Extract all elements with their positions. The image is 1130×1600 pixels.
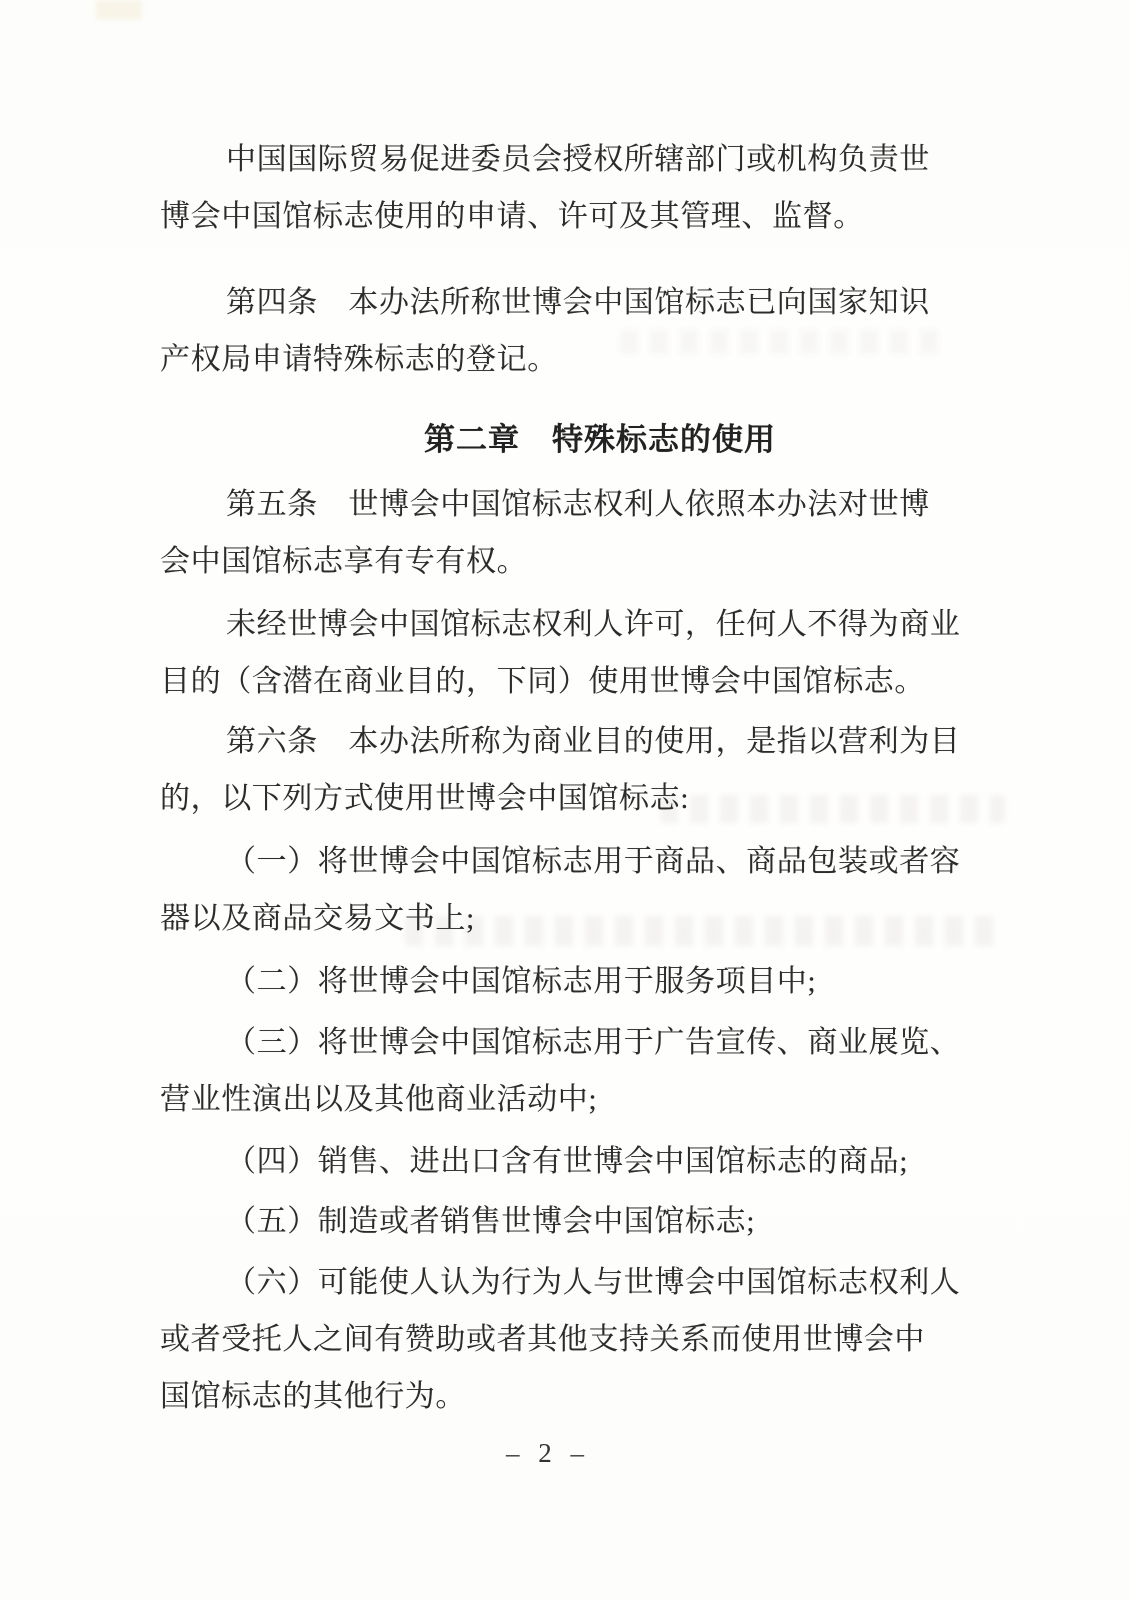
text-line: （五）制造或者销售世博会中国馆标志;	[226, 1205, 756, 1238]
text-line: 或者受托人之间有赞助或者其他支持关系而使用世博会中	[160, 1323, 925, 1356]
list-item-4	[160, 1133, 980, 1190]
list-item-3	[160, 1014, 980, 1128]
text-line: 中国国际贸易促进委员会授权所辖部门或机构负责世	[226, 143, 930, 176]
text-line: （二）将世博会中国馆标志用于服务项目中;	[226, 965, 817, 998]
scan-artifact-corner	[96, 0, 142, 20]
list-item-5	[160, 1193, 980, 1250]
text-line: 目的（含潜在商业目的，下同）使用世博会中国馆标志。	[160, 665, 925, 698]
text-line: （四）销售、进出口含有世博会中国馆标志的商品;	[226, 1145, 909, 1178]
chapter-heading-text: 第二章 特殊标志的使用	[424, 422, 776, 457]
list-item-6	[160, 1254, 980, 1425]
paragraph-article-5	[160, 476, 980, 590]
text-line: （六）可能使人认为行为人与世博会中国馆标志权利人	[226, 1266, 961, 1299]
text-line: 第四条 本办法所称世博会中国馆标志已向国家知识	[226, 286, 930, 319]
text-line: 国馆标志的其他行为。	[160, 1380, 466, 1413]
text-line: 第六条 本办法所称为商业目的使用，是指以营利为目	[226, 725, 961, 758]
list-item-1	[160, 833, 980, 947]
text-line: 产权局申请特殊标志的登记。	[160, 343, 558, 376]
text-line: 营业性演出以及其他商业活动中;	[160, 1083, 598, 1116]
document-body	[160, 131, 980, 1482]
chapter-heading	[160, 411, 980, 468]
text-line: 未经世博会中国馆标志权利人许可，任何人不得为商业	[226, 608, 961, 641]
text-line: （三）将世博会中国馆标志用于广告宣传、商业展览、	[226, 1026, 961, 1059]
text-line: 的，以下列方式使用世博会中国馆标志:	[160, 782, 690, 815]
page-number: – 2 –	[506, 1438, 590, 1468]
text-line: 器以及商品交易文书上;	[160, 902, 475, 935]
list-item-2	[160, 953, 980, 1010]
text-line: （一）将世博会中国馆标志用于商品、商品包装或者容	[226, 845, 961, 878]
text-line: 会中国馆标志享有专有权。	[160, 545, 528, 578]
paragraph-article-6	[160, 713, 980, 827]
paragraph-no-permission	[160, 596, 980, 710]
text-line: 第五条 世博会中国馆标志权利人依照本办法对世博	[226, 488, 930, 521]
text-line: 博会中国馆标志使用的申请、许可及其管理、监督。	[160, 200, 864, 233]
paragraph-trade-council	[160, 131, 980, 245]
paragraph-article-4	[160, 274, 980, 388]
